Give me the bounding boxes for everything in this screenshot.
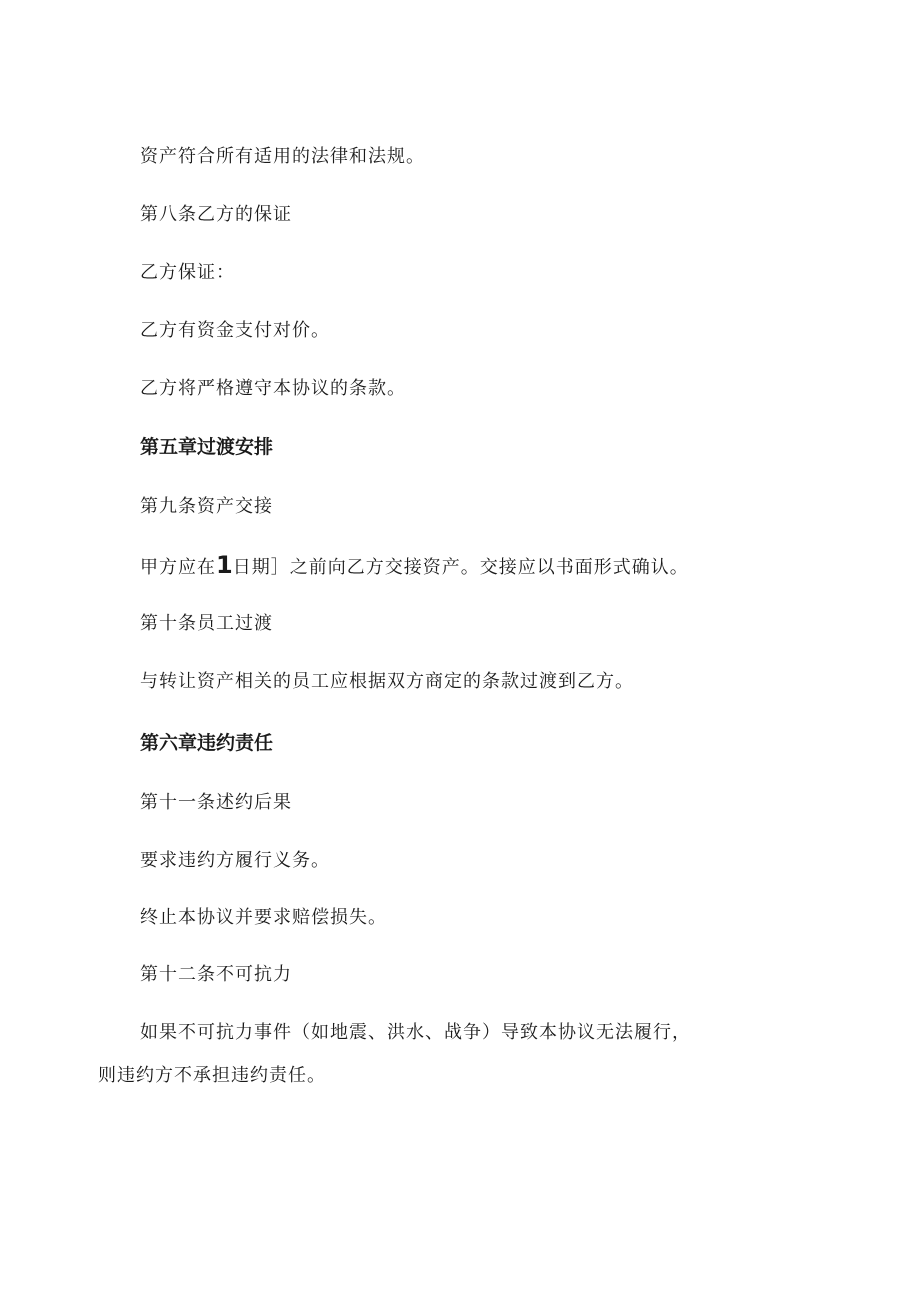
paragraph-force-majeure-continued: 则违约方不承担违约责任。: [98, 1065, 326, 1086]
article-12-title: 第十二条不可抗力: [140, 964, 292, 985]
paragraph-force-majeure: 如果不可抗力事件（如地震、洪水、战争）导致本协议无法履行，: [140, 1022, 691, 1043]
paragraph-party-b-guarantees: 乙方保证：: [140, 262, 235, 283]
chapter-5-heading: 第五章过渡安排: [140, 436, 274, 458]
article-11-title: 第十一条述约后果: [140, 792, 292, 813]
paragraph-terminate-compensation: 终止本协议并要求赔偿损失。: [140, 907, 387, 928]
paragraph-asset-compliance: 资产符合所有适用的法律和法规。: [140, 146, 425, 167]
article-10-title: 第十条员工过渡: [140, 613, 273, 634]
article-9-title: 第九条资产交接: [140, 496, 273, 517]
article-8-title: 第八条乙方的保证: [140, 204, 292, 225]
paragraph-asset-handover: [140, 553, 689, 580]
handover-text-before: 甲方应在: [140, 557, 216, 578]
chapter-6-heading: 第六章违约责任: [140, 732, 274, 754]
handover-date-placeholder: 1: [216, 551, 233, 579]
paragraph-party-b-comply: 乙方将严格遵守本协议的条款。: [140, 378, 406, 399]
paragraph-employee-transition: 与转让资产相关的员工应根据双方商定的条款过渡到乙方。: [140, 671, 634, 692]
paragraph-demand-performance: 要求违约方履行义务。: [140, 850, 330, 871]
paragraph-party-b-funds: 乙方有资金支付对价。: [140, 320, 330, 341]
handover-text-after: 日期］之前向乙方交接资产。交接应以书面形式确认。: [232, 557, 689, 578]
